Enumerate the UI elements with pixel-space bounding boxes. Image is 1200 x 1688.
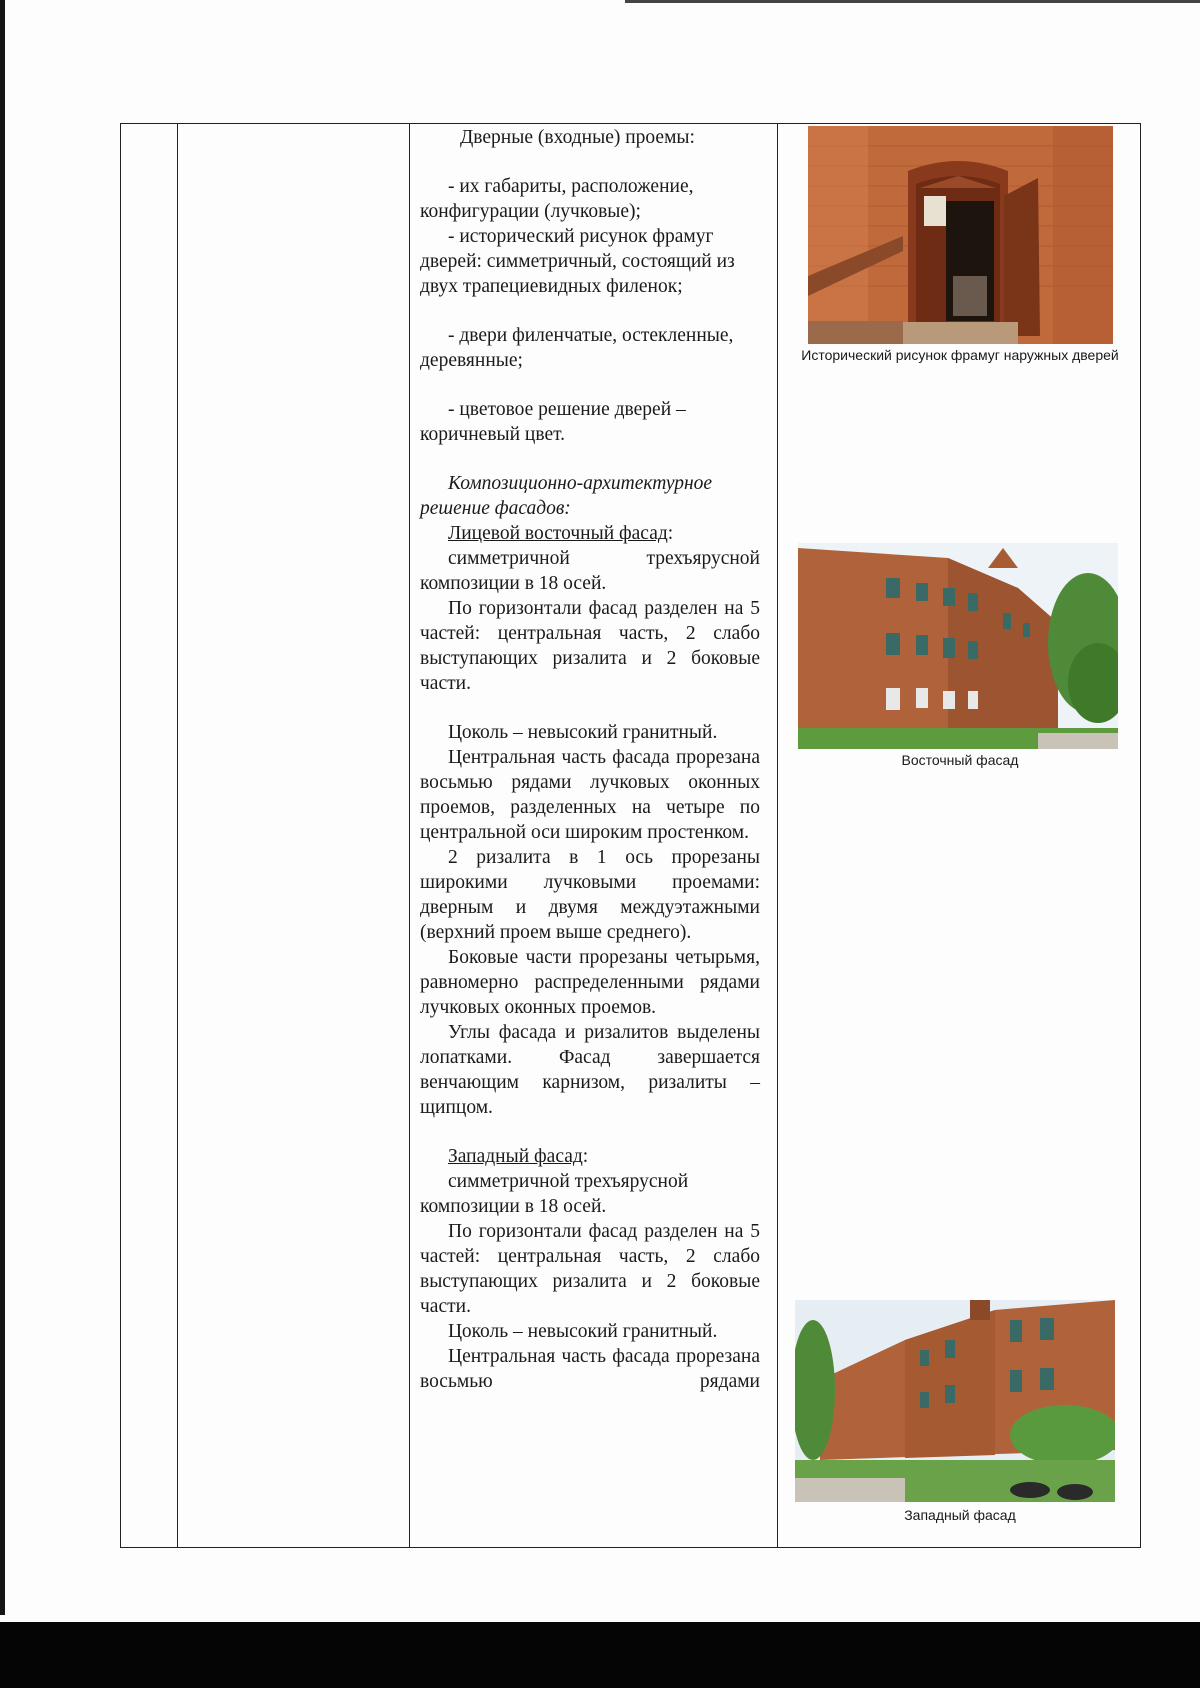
east-facade-corners: Углы фасада и ризалитов выделены лопатками. Фасад завершается венчающим карнизом, ризалиты –щипцом. [420, 1022, 760, 1118]
west-facade-center: Центральная часть фасада прорезана восьмью рядами [420, 1346, 760, 1392]
east-facade-horizontal: По горизонтали фасад разделен на 5 частей: центральная часть, 2 слабо выступающих ризалита и 2 боковые части. [420, 598, 760, 694]
doors-item-transom-pattern: - исторический рисунок фрамуг дверей: симметричный, состоящий из двух трапециевидных филенок; [420, 226, 735, 297]
door-photo-caption: Исторический рисунок фрамуг наружных дверей [801, 347, 1119, 363]
doors-item-color: - цветовое решение дверей – коричневый цвет. [420, 399, 686, 445]
column-divider-1 [177, 124, 178, 1547]
east-facade-photo [798, 543, 1118, 749]
east-facade-heading: Лицевой восточный фасад: [448, 523, 674, 544]
column-divider-3 [777, 124, 778, 1547]
west-facade-heading: Западный фасад: [448, 1146, 589, 1167]
column-divider-2 [409, 124, 410, 1547]
scan-left-edge [0, 0, 5, 1615]
scan-bottom-edge [0, 1622, 1200, 1688]
doors-heading: Дверные (входные) проемы: [460, 127, 695, 148]
doors-item-material: - двери филенчатые, остекленные, деревянные; [420, 325, 734, 371]
east-facade-composition: симметричной трехъярусной композиции в 18 осей. [420, 548, 760, 594]
east-facade-center: Центральная часть фасада прорезана восьмью рядами лучковых оконных проемов, разделенных на четыре по центральной оси широким простенком. [420, 747, 760, 843]
doors-item-dimensions: - их габариты, расположение, конфигурации (лучковые); [420, 176, 694, 222]
east-facade-plinth: Цоколь – невысокий гранитный. [448, 722, 718, 743]
scan-top-edge [625, 0, 1200, 3]
west-facade-caption: Западный фасад [904, 1507, 1016, 1523]
east-facade-risalits: 2 ризалита в 1 ось прорезаны широкими лучковыми проемами: дверным и двумя междуэтажными (верхний проем выше среднего). [420, 847, 760, 943]
facades-section-heading: Композиционно-архитектурное решение фасадов: [420, 473, 713, 519]
text-column [420, 125, 760, 1394]
west-facade-title: Западный фасад [448, 1146, 583, 1167]
east-facade-caption: Восточный фасад [901, 752, 1019, 768]
east-facade-sides: Боковые части прорезаны четырьмя, равномерно распределенными рядами лучковых оконных проемов. [420, 947, 760, 1018]
west-facade-composition: симметричной трехъярусной композиции в 18 осей. [420, 1171, 689, 1217]
west-facade-horizontal: По горизонтали фасад разделен на 5 частей: центральная часть, 2 слабо выступающих ризалита и 2 боковые части. [420, 1221, 760, 1317]
east-facade-title: Лицевой восточный фасад [448, 523, 668, 544]
door-photo [808, 126, 1113, 344]
west-facade-plinth: Цоколь – невысокий гранитный. [448, 1321, 718, 1342]
west-facade-photo [795, 1300, 1115, 1502]
